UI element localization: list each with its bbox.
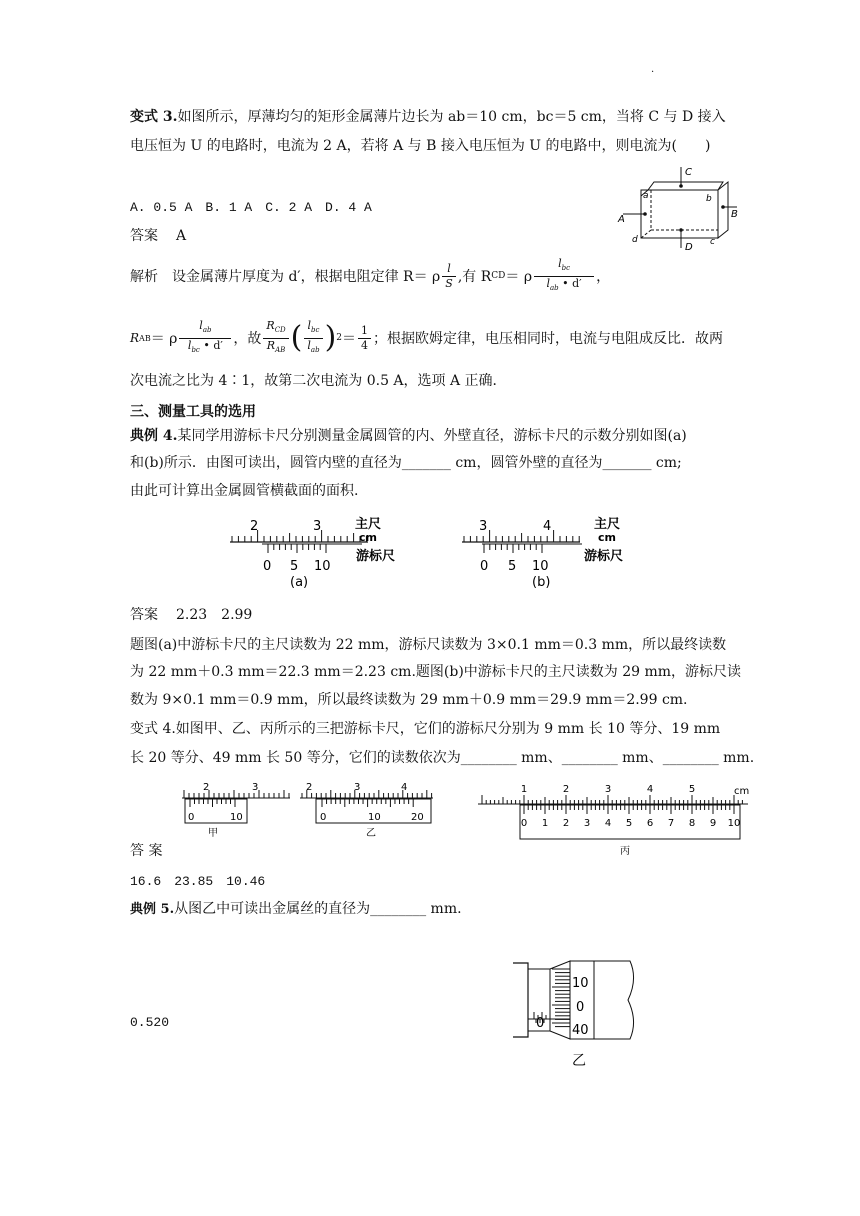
label-c: c xyxy=(710,237,715,247)
scale-label: 1 xyxy=(541,818,549,829)
sheet-side-face xyxy=(718,182,728,238)
example4-exp3: 数为 9×0.1 mm＝0.9 mm，所以最终读数为 29 mm＋0.9 mm＝29.9 mm＝2.99 cm. xyxy=(130,692,688,708)
thimble-label-40: 40 xyxy=(572,1023,589,1038)
label-D: D xyxy=(685,242,693,253)
unit-label-a: cm xyxy=(359,531,377,544)
example5-line: 典例 5.从图乙中可读出金属丝的直径为________ mm. xyxy=(130,901,462,917)
scale-label: 3 xyxy=(583,818,591,829)
vernier-label-0b: 0 xyxy=(480,559,489,574)
scale-label: 10 xyxy=(727,818,741,829)
variant4-answer: 16.6 23.85 10.46 xyxy=(130,874,266,889)
example4-line3: 由此可计算出金属圆管横截面的面积. xyxy=(130,483,359,499)
yi-vernier-0: 0 xyxy=(320,812,327,823)
vernier-scale-label-a: 游标尺 xyxy=(356,549,396,564)
variant3-analysis-line2: R AB ＝ ρ $\frac{l_{ab}}{l_{bc} • d'}$ ，故 $\frac{R_{CD}}{R_{AB}}$ ( $\frac{l_{bc}}{l_{ab}}$ ) 2 ＝ $\frac{1}{4}$ ；根据欧姆定律，电压相同时，电流与电阻成反比．故两 xyxy=(130,319,724,355)
variant4-line2: 长 20 等分、49 mm 长 50 等分，它们的读数依次为________ mm、________ mm、________ mm. xyxy=(130,750,755,766)
scale-label: 5 xyxy=(688,784,696,795)
unit-label-b: cm xyxy=(598,531,616,544)
main-tick-label-2: 2 xyxy=(250,519,259,534)
vernier-label-10: 10 xyxy=(314,559,331,574)
variant3-title: 变式 3. xyxy=(130,109,178,125)
jia-vernier-0: 0 xyxy=(188,812,195,823)
label-b: b xyxy=(706,194,712,204)
vernier-figure-b xyxy=(460,512,640,592)
example4-title: 典例 4. xyxy=(130,428,178,444)
fraction-l-over-s: $\frac{l}{S}$ xyxy=(442,262,456,291)
jia-main-label-3: 3 xyxy=(252,782,259,793)
variant4-line1: 变式 4.如图甲、乙、丙所示的三把游标卡尺，它们的游标尺分别为 9 mm 长 10 等分、19 mm xyxy=(130,721,721,737)
vernier-scale-ticks-a xyxy=(268,544,326,553)
thimble-label-0: 0 xyxy=(576,1000,585,1015)
scale-label: 6 xyxy=(646,818,654,829)
scale-label: 8 xyxy=(688,818,696,829)
vernier-label-10b: 10 xyxy=(532,559,549,574)
vernier-label-0: 0 xyxy=(263,559,272,574)
scale-label: 3 xyxy=(604,784,612,795)
variant4-answer-label: 答 案 xyxy=(130,843,163,859)
example4-line2: 和(b)所示．由图可读出，圆管内壁的直径为_______ cm，圆管外壁的直径为_______ cm; xyxy=(130,455,682,471)
example5-answer: 0.520 xyxy=(130,1015,170,1030)
fraction-rcd: $\frac{l_{bc}}{l_{ab} • d'}$ xyxy=(534,257,594,294)
yi-main-label-2: 2 xyxy=(306,782,313,793)
fraction-rab: $\frac{l_{ab}}{l_{bc} • d'}$ xyxy=(179,319,231,356)
vernier-label-5: 5 xyxy=(290,559,299,574)
micrometer-figure xyxy=(508,955,648,1070)
main-scale-label-a: 主尺 xyxy=(355,517,382,532)
sheet-top-face xyxy=(648,182,723,190)
main-tick-label-3: 3 xyxy=(313,519,322,534)
sleeve-label-0: 0 xyxy=(536,1016,545,1031)
vernier-figure-bing xyxy=(476,780,756,860)
variant3-analysis-line1: 解析 设金属薄片厚度为 d′，根据电阻定律 R＝ ρ $\frac{l}{S}$ ,有 R CD ＝ ρ $\frac{l_{bc}}{l_{ab} • d'}$ ， xyxy=(130,256,610,296)
scale-label: 0 xyxy=(520,818,528,829)
vernier-label-5b: 5 xyxy=(508,559,517,574)
vernier-figure-jia xyxy=(180,778,295,840)
variant3-options: A. 0.5 A B. 1 A C. 2 A D. 4 A xyxy=(130,200,372,215)
fraction-length-ratio: $\frac{l_{bc}}{l_{ab}}$ xyxy=(304,319,322,356)
section3-title: 三、测量工具的选用 xyxy=(130,404,256,420)
bing-unit: cm xyxy=(734,786,750,797)
label-B: B xyxy=(731,209,738,220)
vernier-scale-label-b: 游标尺 xyxy=(584,549,624,564)
jia-vernier-10: 10 xyxy=(230,812,243,823)
example5-title: 典例 5. xyxy=(130,902,175,917)
variant3-line2: 电压恒为 U 的电路时，电流为 2 A，若将 A 与 B 接入电压恒为 U 的电路中，则电流为( ) xyxy=(130,138,711,154)
main-tick-label-3b: 3 xyxy=(479,519,488,534)
scale-label: 2 xyxy=(562,784,570,795)
yi-vernier-10: 10 xyxy=(368,812,381,823)
example4-exp2: 为 22 mm＋0.3 mm＝22.3 mm＝2.23 cm.题图(b)中游标卡尺的主尺读数为 29 mm，游标尺读 xyxy=(130,664,742,680)
vernier-figure-a xyxy=(228,512,396,592)
scale-label: 2 xyxy=(562,818,570,829)
fraction-one-quarter: $\frac{1}{4}$ xyxy=(358,324,371,353)
example4-exp1: 题图(a)中游标卡尺的主尺读数为 22 mm，游标尺读数为 3×0.1 mm＝0.3 mm，所以最终读数 xyxy=(130,637,727,653)
variant3-analysis-line4: 次电流之比为 4∶1，故第二次电流为 0.5 A，选项 A 正确． xyxy=(130,373,507,389)
caption-micrometer: 乙 xyxy=(572,1053,586,1069)
yi-main-label-4: 4 xyxy=(401,782,408,793)
label-a: a xyxy=(643,191,649,201)
metal-sheet-figure xyxy=(615,162,745,254)
scale-label: 4 xyxy=(646,784,654,795)
scale-label: 9 xyxy=(709,818,717,829)
example4-answer: 答案 2.23 2.99 xyxy=(130,607,253,623)
vernier-scale-ticks-b xyxy=(484,544,542,553)
caption-b: (b) xyxy=(532,575,551,590)
caption-a: (a) xyxy=(290,575,309,590)
scale-label: 7 xyxy=(667,818,675,829)
label-d: d xyxy=(632,235,638,245)
yi-vernier-20: 20 xyxy=(411,812,424,823)
header-dot: . xyxy=(651,64,655,75)
variant3-answer: 答案 A xyxy=(130,228,187,244)
scale-label: 5 xyxy=(625,818,633,829)
caption-yi: 乙 xyxy=(366,828,376,839)
main-tick-label-4b: 4 xyxy=(543,519,552,534)
label-C: C xyxy=(685,167,692,178)
label-A: A xyxy=(618,214,625,225)
caption-jia: 甲 xyxy=(208,828,218,839)
example4-line1: 典例 4.某同学用游标卡尺分别测量金属圆管的内、外壁直径，游标卡尺的示数分别如图(a) xyxy=(130,428,687,444)
caption-bing: 丙 xyxy=(620,846,630,857)
main-scale-label-b: 主尺 xyxy=(594,517,621,532)
scale-label: 4 xyxy=(604,818,612,829)
scale-label: 1 xyxy=(520,784,528,795)
thimble-label-10: 10 xyxy=(572,976,589,991)
jia-main-label-2: 2 xyxy=(203,782,210,793)
yi-main-label-3: 3 xyxy=(354,782,361,793)
fraction-ratio: $\frac{R_{CD}}{R_{AB}}$ xyxy=(263,319,288,356)
variant3-line1: 变式 3.如图所示，厚薄均匀的矩形金属薄片边长为 ab＝10 cm，bc＝5 cm，当将 C 与 D 接入 xyxy=(130,109,726,125)
vernier-figure-yi xyxy=(298,778,438,840)
